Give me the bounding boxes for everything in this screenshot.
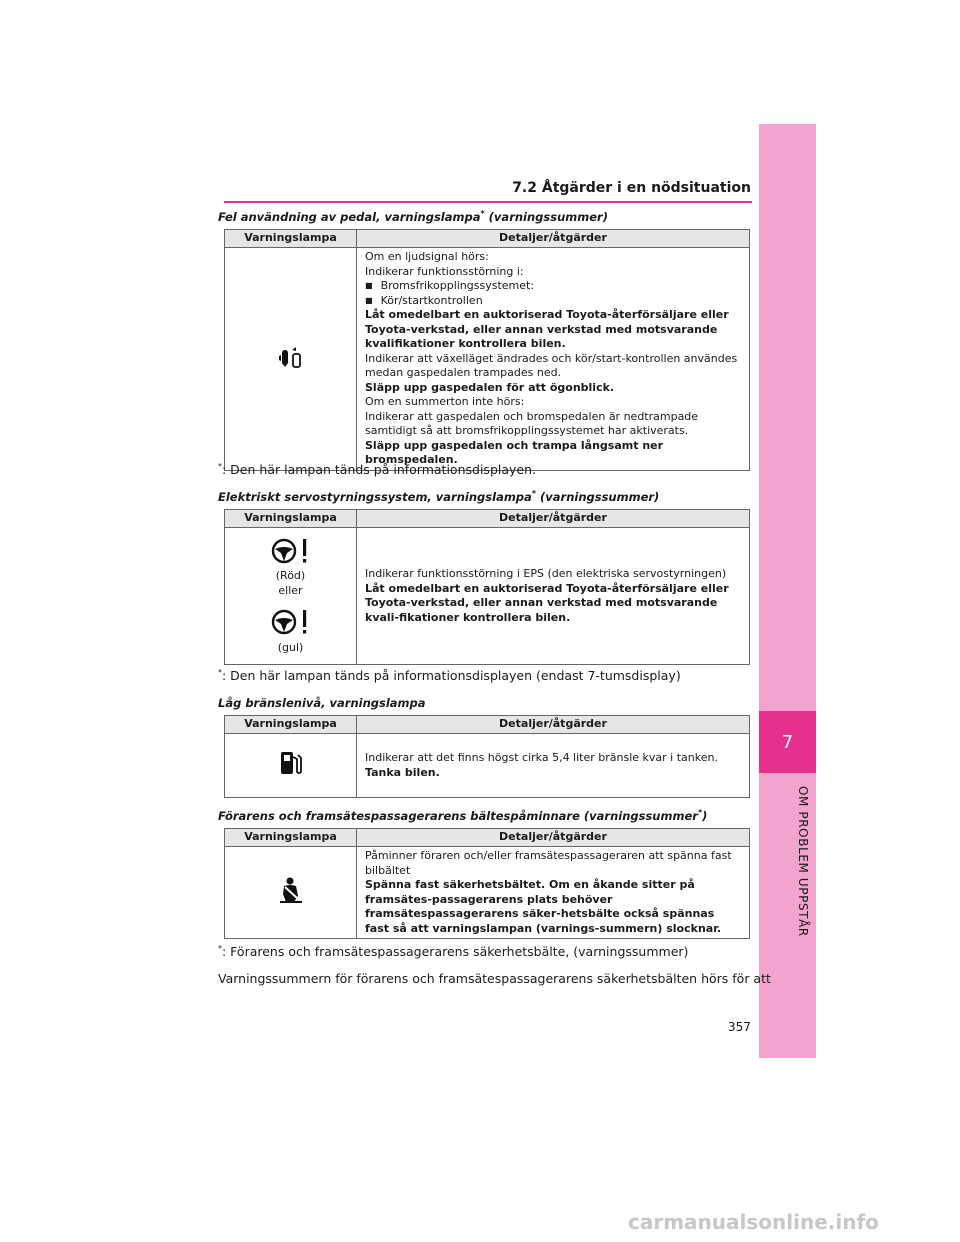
column-header-details: Detaljer/åtgärder — [357, 829, 750, 847]
detail-action: Släpp upp gaspedalen och trampa långsamt ner bromspedalen. — [365, 438, 664, 466]
footnote-eps: *: Den här lampan tänds på informationsdisplayen (endast 7-tumsdisplay) — [218, 668, 681, 684]
section-title-pedal: Fel användning av pedal, varningslampa* (varningssummer) — [218, 209, 608, 224]
seatbelt-warning-table — [224, 828, 750, 939]
column-header-details: Detaljer/åtgärder — [357, 230, 750, 248]
seatbelt-icon — [278, 876, 304, 904]
steering-warning-icon-red — [270, 537, 312, 565]
detail-action: Släpp upp gaspedalen för att ögonblick. — [365, 380, 615, 394]
detail-line: Indikerar att gaspedalen och bromspedalen är nedtrampade samtidigt så att bromsfrikopplingssystemet har aktiverats. — [365, 409, 699, 437]
column-header-lamp: Varningslampa — [225, 230, 357, 248]
fuel-warning-table — [224, 715, 750, 798]
detail-line: Indikerar att växelläget ändrades och kör/start-kontrollen användes medan gaspedalen trampades ned. — [365, 351, 738, 379]
detail-line: Om en ljudsignal hörs: — [365, 250, 489, 263]
pedal-warning-table — [224, 229, 750, 471]
page-number: 357 — [728, 1020, 751, 1034]
detail-line: Om en summerton inte hörs: — [365, 395, 525, 408]
column-header-lamp: Varningslampa — [225, 716, 357, 734]
detail-line: Indikerar funktionsstörning i: — [365, 264, 524, 278]
chapter-number: 7 — [759, 711, 816, 773]
caption-or: eller — [278, 583, 303, 597]
fuel-pump-icon — [279, 749, 303, 777]
body-text: Varningssummern för förarens och framsätespassagerarens säkerhetsbälten hörs för att — [218, 971, 771, 986]
detail-action: Tanka bilen. — [365, 765, 440, 779]
pedal-warning-icon — [278, 345, 304, 369]
page-header-title: 7.2 Åtgärder i en nödsituation — [512, 180, 751, 196]
detail-line: Indikerar funktionsstörning i EPS (den elektriska servostyrningen) — [365, 567, 727, 580]
watermark: carmanualsonline.info — [628, 1210, 879, 1234]
caption-red: (Röd) — [275, 569, 306, 583]
section-title-eps: Elektriskt servostyrningssystem, varningslampa* (varningssummer) — [218, 489, 660, 504]
column-header-lamp: Varningslampa — [225, 510, 357, 528]
footnote-pedal: *: Den här lampan tänds på informationsdisplayen. — [218, 462, 536, 478]
detail-action: Spänna fast säkerhetsbältet. Om en åkande sitter på framsätes-passagerarens plats behöver framsätespassagerarens säker-hetsbälte också spännas fast så att varningslampan (varnings-summern) slocknar. — [365, 878, 722, 935]
column-header-lamp: Varningslampa — [225, 829, 357, 847]
footnote-seatbelt: *: Förarens och framsätespassagerarens säkerhetsbälte, (varningssummer) — [218, 944, 689, 960]
detail-action: Låt omedelbart en auktoriserad Toyota-återförsäljare eller Toyota-verkstad, eller annan verkstad med motsvarande kvalifikationer kontrollera bilen. — [365, 308, 729, 350]
column-header-details: Detaljer/åtgärder — [357, 510, 750, 528]
column-header-details: Detaljer/åtgärder — [357, 716, 750, 734]
steering-warning-icon-yellow — [270, 608, 312, 636]
eps-warning-table — [224, 509, 750, 665]
caption-yellow: (gul) — [277, 640, 304, 654]
section-title-fuel: Låg bränslenivå, varningslampa — [218, 696, 426, 710]
header-divider — [224, 201, 752, 203]
detail-line: Indikerar att det finns högst cirka 5,4 liter bränsle kvar i tanken. — [365, 751, 718, 764]
detail-line: Påminner föraren och/eller framsätespassageraren att spänna fast bilbältet — [365, 849, 732, 877]
bullet-item: ■ Bromsfrikopplingssystemet: — [365, 279, 741, 294]
bullet-item: ■ Kör/startkontrollen — [365, 294, 741, 309]
detail-action: Låt omedelbart en auktoriserad Toyota-återförsäljare eller Toyota-verkstad, eller annan verkstad med motsvarande kvali-fikationer kontrollera bilen. — [365, 581, 729, 624]
section-title-seatbelt: Förarens och framsätespassagerarens bältespåminnare (varningssummer*) — [218, 808, 708, 823]
chapter-label: OM PROBLEM UPPSTÅR — [796, 786, 810, 937]
